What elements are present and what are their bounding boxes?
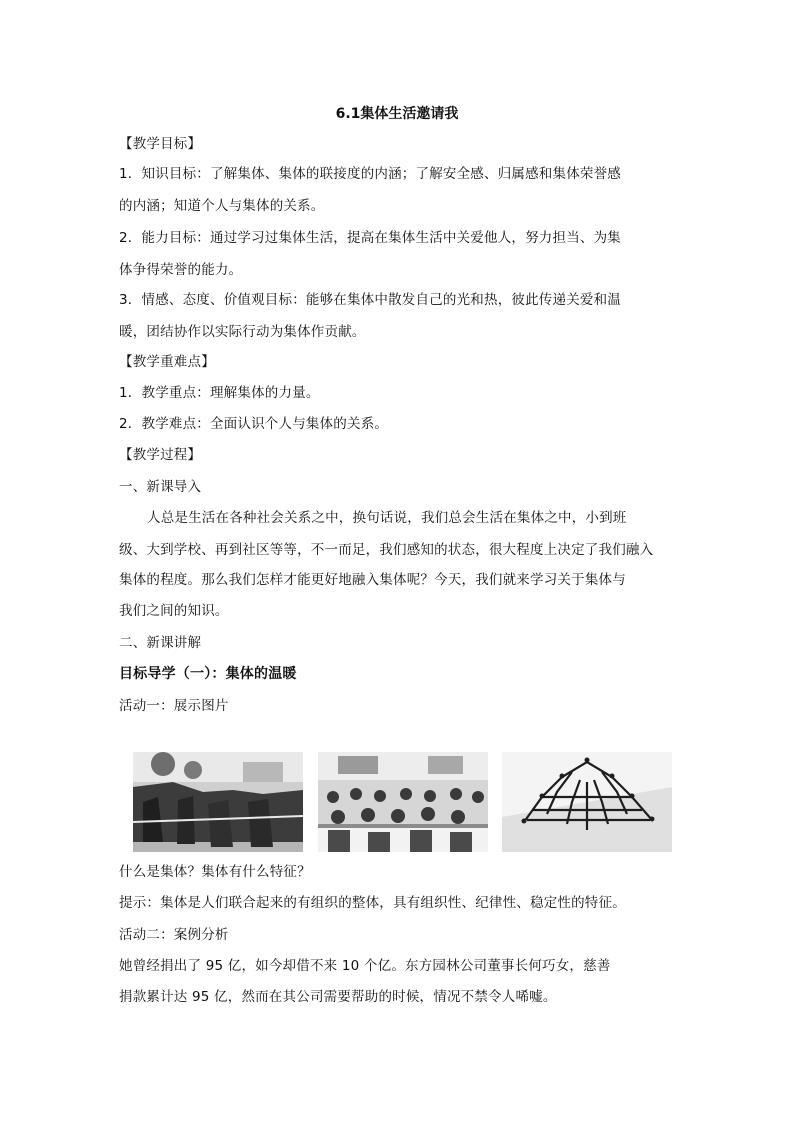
classroom-photo [318,752,488,852]
human-pyramid-photo [502,752,672,852]
goal2-line1: 2．能力目标：通过学习过集体生活，提高在集体生活中关爱他人，努力担当、为集 [119,230,621,246]
intro-paragraph-line4: 我们之间的知识。 [119,603,229,619]
intro-header: 一、新课导入 [119,479,202,495]
case-line2: 捐款累计达 95 亿，然而在其公司需要帮助的时候，情况不禁令人唏嘘。 [119,989,557,1005]
goals-header: 【教学目标】 [119,136,202,152]
question-line: 什么是集体？集体有什么特征？ [119,864,311,880]
process-header: 【教学过程】 [119,447,202,463]
new-lesson-header: 二、新课讲解 [119,635,202,651]
page-title: 6.1集体生活邀请我 [335,106,459,122]
activity-2-label: 活动二：案例分析 [119,927,229,943]
case-line1: 她曾经捐出了 95 亿，如今却借不来 10 个亿。东方园林公司董事长何巧女，慈善 [119,958,611,974]
keypoints-header: 【教学重难点】 [119,354,215,370]
goal3-line2: 暖，团结协作以实际行动为集体作贡献。 [119,324,366,340]
tug-of-war-photo [133,752,303,852]
goal3-line1: 3．情感、态度、价值观目标：能够在集体中散发自己的光和热，彼此传递关爱和温 [119,292,621,308]
goal1-line2: 的内涵；知道个人与集体的关系。 [119,198,325,214]
intro-paragraph-line2: 级、大到学校、再到社区等等，不一而足，我们感知的状态，很大程度上决定了我们融入 [119,542,654,558]
goal1-line1: 1．知识目标：了解集体、集体的联接度的内涵；了解安全感、归属感和集体荣誉感 [119,166,621,182]
key-point-2: 2．教学难点：全面认识个人与集体的关系。 [119,416,389,432]
activity-1-label: 活动一：展示图片 [119,698,229,714]
intro-paragraph-line1: 人总是生活在各种社会关系之中，换句话说，我们总会生活在集体之中，小到班 [147,510,627,526]
key-point-1: 1．教学重点：理解集体的力量。 [119,385,320,401]
goal2-line2: 体争得荣誉的能力。 [119,262,243,278]
hint-line: 提示：集体是人们联合起来的有组织的整体，具有组织性、纪律性、稳定性的特征。 [119,895,626,911]
intro-paragraph-line3: 集体的程度。那么我们怎样才能更好地融入集体呢？今天，我们就来学习关于集体与 [119,572,626,588]
target-1-heading: 目标导学（一）：集体的温暖 [119,666,297,682]
